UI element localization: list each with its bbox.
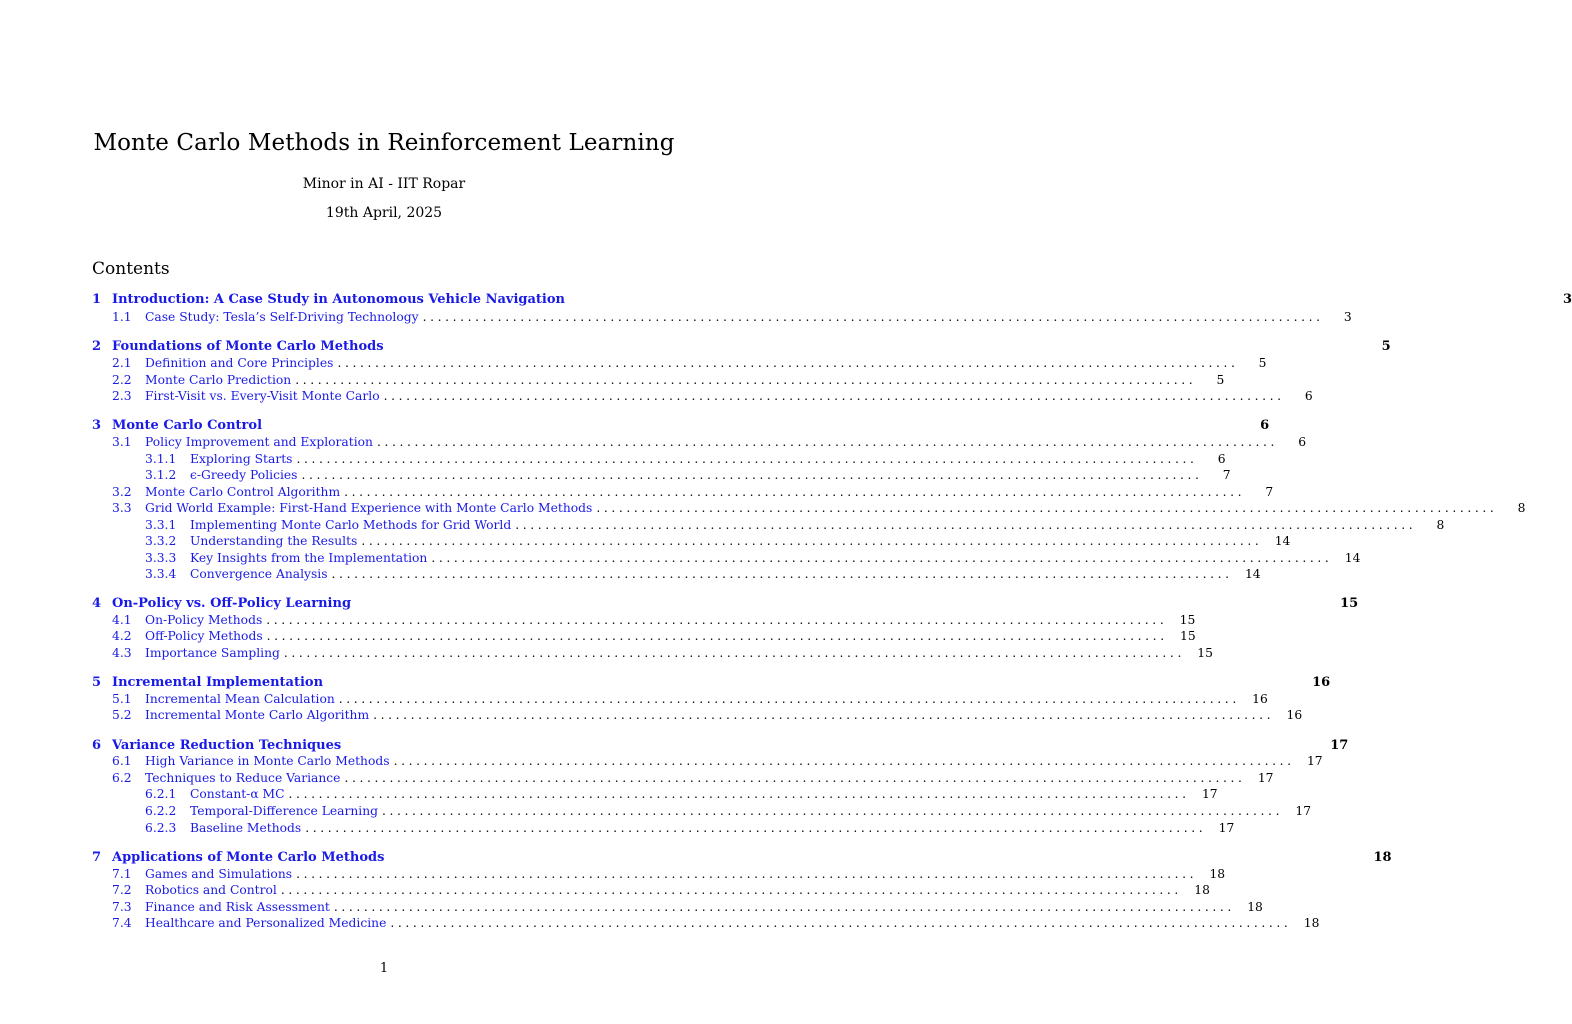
toc-subsection[interactable] [92, 691, 1268, 708]
toc-title[interactable]: Off-Policy Methods [145, 629, 263, 643]
toc-subsection[interactable] [92, 388, 1313, 405]
page-number: 1 [379, 961, 389, 976]
toc-number[interactable]: 7.1 [112, 867, 132, 881]
toc-title[interactable]: On-Policy vs. Off-Policy Learning [112, 596, 352, 611]
toc-title[interactable]: Exploring Starts [190, 452, 293, 466]
toc-number[interactable]: 3 [92, 418, 102, 433]
toc-section[interactable] [92, 291, 1572, 308]
toc-number[interactable]: 3.2 [112, 485, 132, 499]
toc-dot-leader: ........................................................................................................................ [296, 867, 1198, 881]
toc-page-number: 8 [1517, 501, 1526, 515]
toc-title[interactable]: Key Insights from the Implementation [190, 551, 428, 565]
toc-subsection[interactable] [92, 915, 1320, 932]
toc-title[interactable]: Monte Carlo Control Algorithm [145, 485, 341, 499]
toc-dot-leader: ........................................................................................................................ [361, 534, 1263, 548]
toc-subsection[interactable] [92, 882, 1210, 899]
toc-subsection[interactable] [92, 372, 1225, 389]
toc-page-number: 17 [1257, 771, 1274, 785]
toc-page-number: 15 [1197, 646, 1213, 660]
toc-dot-leader: ........................................................................................................................ [337, 356, 1239, 370]
toc-title[interactable]: Introduction: A Case Study in Autonomous Vehicle Navigation [112, 292, 565, 307]
toc-number[interactable]: 3.1 [112, 435, 132, 449]
toc-number[interactable]: 4.2 [112, 629, 132, 643]
toc-page-number: 7 [1265, 485, 1274, 499]
toc-number[interactable]: 6.2.2 [145, 804, 177, 818]
toc-title[interactable]: Implementing Monte Carlo Methods for Grid World [190, 518, 512, 532]
toc-page-number: 14 [1244, 567, 1261, 581]
toc-dot-leader: ........................................................................................................................ [331, 567, 1233, 581]
toc-title[interactable]: On-Policy Methods [145, 613, 263, 627]
toc-page-number: 18 [1373, 850, 1392, 865]
toc-dot-leader: ........................................................................................................................ [344, 485, 1246, 499]
toc-dot-leader: ........................................................................................................................ [333, 900, 1235, 914]
toc-subsection[interactable] [92, 434, 1307, 451]
toc-title[interactable]: Grid World Example: First-Hand Experience with Monte Carlo Methods [145, 501, 593, 515]
toc-section[interactable] [92, 674, 1331, 691]
toc-dot-leader: ........................................................................................................................ [288, 787, 1190, 801]
toc-page-number: 6 [1260, 418, 1270, 433]
toc-dot-leader: ........................................................................................................................ [283, 646, 1185, 660]
toc-number[interactable]: 2.1 [112, 356, 132, 370]
toc-subsection[interactable] [92, 899, 1263, 916]
toc-page-number: 17 [1218, 821, 1235, 835]
toc-title[interactable]: Monte Carlo Prediction [145, 373, 292, 387]
toc-title[interactable]: Incremental Monte Carlo Algorithm [145, 708, 370, 722]
toc-subsubsection[interactable] [92, 803, 1312, 820]
toc-dot-leader: ........................................................................................................................ [390, 916, 1292, 930]
toc-page-number: 17 [1201, 787, 1218, 801]
document-date: 19th April, 2025 [325, 205, 443, 221]
toc-dot-leader: ........................................................................................................................ [296, 452, 1198, 466]
toc-page-number: 15 [1180, 629, 1196, 643]
toc-subsection[interactable] [92, 770, 1274, 787]
toc-title[interactable]: Temporal-Difference Learning [190, 804, 379, 818]
toc-title[interactable]: ϵ-Greedy Policies [190, 468, 298, 482]
toc-section[interactable] [92, 595, 1359, 612]
toc-subsubsection[interactable] [92, 786, 1218, 803]
toc-number[interactable]: 3.3.2 [145, 534, 177, 548]
toc-page-number: 8 [1436, 518, 1445, 532]
toc-number[interactable]: 3.3.4 [145, 567, 177, 581]
toc-dot-leader: ........................................................................................................................ [280, 883, 1182, 897]
toc-number[interactable]: 2 [92, 339, 102, 354]
toc-title[interactable]: Incremental Implementation [112, 675, 324, 690]
toc-page-number: 18 [1303, 916, 1320, 930]
toc-title[interactable]: Applications of Monte Carlo Methods [112, 850, 385, 865]
toc-title[interactable]: Definition and Core Principles [145, 356, 334, 370]
toc-title[interactable]: Healthcare and Personalized Medicine [145, 916, 387, 930]
toc-page-number: 15 [1179, 613, 1196, 627]
toc-number[interactable]: 7.3 [112, 900, 132, 914]
toc-subsubsection[interactable] [92, 517, 1445, 534]
toc-page-number: 17 [1295, 804, 1312, 818]
toc-dot-leader: ........................................................................................................................ [305, 821, 1207, 835]
toc-subsection[interactable] [92, 612, 1196, 629]
toc-section[interactable] [92, 417, 1270, 434]
toc-subsection[interactable] [92, 355, 1267, 372]
toc-title[interactable]: Understanding the Results [190, 534, 358, 548]
toc-subsubsection[interactable] [92, 820, 1235, 837]
toc-title[interactable]: Games and Simulations [145, 867, 293, 881]
toc-dot-leader: ........................................................................................................................ [295, 373, 1197, 387]
toc-title[interactable]: Case Study: Tesla’s Self-Driving Technology [145, 310, 419, 324]
toc-dot-leader: ........................................................................................................................ [431, 551, 1333, 565]
toc-title[interactable]: Incremental Mean Calculation [145, 692, 335, 706]
toc-number[interactable]: 6.2 [112, 771, 132, 785]
toc-title[interactable]: High Variance in Monte Carlo Methods [145, 754, 390, 768]
toc-page-number: 3 [1563, 292, 1572, 307]
toc-number[interactable]: 7.2 [112, 883, 132, 897]
toc-section[interactable] [92, 338, 1391, 355]
toc-dot-leader: ........................................................................................................................ [373, 708, 1275, 722]
toc-subsubsection[interactable] [92, 533, 1291, 550]
toc-title[interactable]: Techniques to Reduce Variance [145, 771, 341, 785]
toc-number[interactable]: 3.1.2 [145, 468, 177, 482]
toc-section[interactable] [92, 849, 1392, 866]
toc-number[interactable]: 5.1 [112, 692, 132, 706]
toc-page-number: 14 [1274, 534, 1291, 548]
toc-page-number: 16 [1252, 692, 1268, 706]
toc-page-number: 16 [1286, 708, 1303, 722]
toc-page-number: 5 [1381, 339, 1391, 354]
toc-page-number: 7 [1222, 468, 1231, 482]
toc-number[interactable]: 7.4 [112, 916, 132, 930]
toc-dot-leader: ........................................................................................................................ [266, 629, 1168, 643]
toc-title[interactable]: Foundations of Monte Carlo Methods [112, 339, 384, 354]
toc-subsubsection[interactable] [92, 550, 1361, 567]
toc-title[interactable]: Baseline Methods [190, 821, 302, 835]
toc-number[interactable]: 1.1 [112, 310, 132, 324]
toc-title[interactable]: Finance and Risk Assessment [145, 900, 330, 914]
toc-page-number: 3 [1343, 310, 1352, 324]
toc-title[interactable]: Policy Improvement and Exploration [145, 435, 373, 449]
toc-page-number: 18 [1194, 883, 1210, 897]
toc-number[interactable]: 6.1 [112, 754, 132, 768]
toc-dot-leader: ........................................................................................................................ [422, 310, 1324, 324]
toc-dot-leader: ........................................................................................................................ [382, 804, 1284, 818]
toc-dot-leader: ........................................................................................................................ [393, 754, 1295, 768]
toc-dot-leader: ........................................................................................................................ [301, 468, 1203, 482]
toc-page-number: 5 [1258, 356, 1267, 370]
toc-page-number: 17 [1306, 754, 1323, 768]
toc-dot-leader: ........................................................................................................................ [596, 501, 1498, 515]
toc-number[interactable]: 6.2.3 [145, 821, 177, 835]
toc-dot-leader: ........................................................................................................................ [376, 435, 1279, 449]
toc-subsection[interactable] [92, 645, 1213, 662]
document-title: Monte Carlo Methods in Reinforcement Learning [93, 130, 675, 156]
toc-subsection[interactable] [92, 866, 1226, 883]
toc-number[interactable]: 2.3 [112, 389, 132, 403]
toc-number[interactable]: 4 [92, 596, 102, 611]
toc-number[interactable]: 6 [92, 738, 102, 753]
toc-dot-leader: ........................................................................................................................ [266, 613, 1168, 627]
toc-page-number: 15 [1340, 596, 1359, 611]
toc-number[interactable]: 4.1 [112, 613, 132, 627]
toc-number[interactable]: 7 [92, 850, 102, 865]
toc-page-number: 18 [1209, 867, 1226, 881]
toc-dot-leader: ........................................................................................................................ [383, 389, 1285, 403]
toc-dot-leader: ........................................................................................................................ [344, 771, 1246, 785]
toc-dot-leader: ........................................................................................................................ [338, 692, 1240, 706]
toc-number[interactable]: 1 [92, 292, 102, 307]
toc-subsection[interactable] [92, 707, 1303, 724]
toc-title[interactable]: First-Visit vs. Every-Visit Monte Carlo [145, 389, 380, 403]
toc-page-number: 6 [1298, 435, 1307, 449]
toc-number[interactable]: 3.3.3 [145, 551, 177, 565]
toc-page-number: 5 [1216, 373, 1225, 387]
toc-subsection[interactable] [92, 484, 1274, 501]
toc-page-number: 6 [1217, 452, 1226, 466]
toc-number[interactable]: 3.1.1 [145, 452, 177, 466]
toc-number[interactable]: 3.3 [112, 501, 132, 515]
document-subtitle: Minor in AI - IIT Ropar [302, 176, 466, 192]
toc-title[interactable]: Monte Carlo Control [112, 418, 263, 433]
toc-subsection[interactable] [92, 753, 1323, 770]
toc-page-number: 17 [1330, 738, 1349, 753]
toc-number[interactable]: 5 [92, 675, 102, 690]
toc-section[interactable] [92, 737, 1349, 754]
toc-title[interactable]: Importance Sampling [145, 646, 280, 660]
toc-title[interactable]: Variance Reduction Techniques [112, 738, 342, 753]
toc-subsection[interactable] [92, 500, 1526, 517]
contents-heading: Contents [92, 259, 170, 279]
toc-page-number: 18 [1247, 900, 1263, 914]
toc-subsubsection[interactable] [92, 566, 1261, 583]
toc-page-number: 6 [1304, 389, 1313, 403]
toc-title[interactable]: Constant-α MC [190, 787, 285, 801]
toc-title[interactable]: Convergence Analysis [190, 567, 328, 581]
toc-subsection[interactable] [92, 628, 1196, 645]
toc-subsubsection[interactable] [92, 451, 1226, 468]
toc-title[interactable]: Robotics and Control [145, 883, 277, 897]
toc-page-number: 14 [1344, 551, 1361, 565]
toc-number[interactable]: 5.2 [112, 708, 132, 722]
toc-dot-leader: ........................................................................................................................ [515, 518, 1417, 532]
toc-number[interactable]: 2.2 [112, 373, 132, 387]
toc-number[interactable]: 4.3 [112, 646, 132, 660]
toc-subsection[interactable] [92, 309, 1352, 326]
toc-subsubsection[interactable] [92, 467, 1231, 484]
toc-page-number: 16 [1312, 675, 1331, 690]
toc-number[interactable]: 6.2.1 [145, 787, 177, 801]
toc-number[interactable]: 3.3.1 [145, 518, 177, 532]
